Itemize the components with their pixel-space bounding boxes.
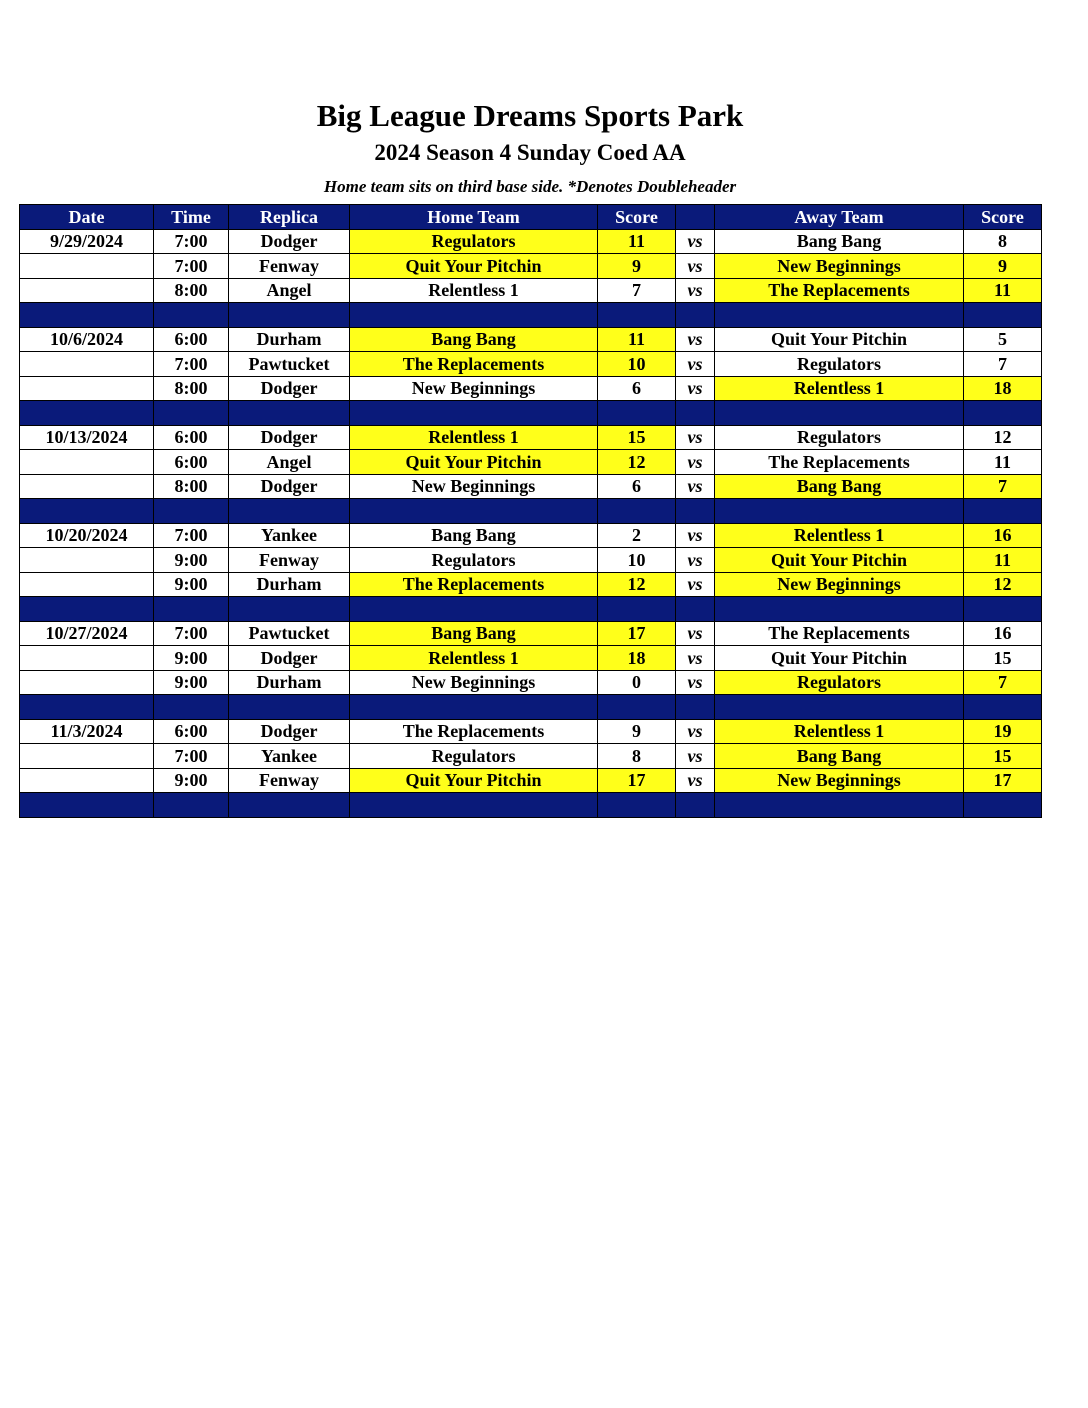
vs-label: vs (676, 352, 715, 377)
home-team: Bang Bang (350, 327, 598, 352)
away-score: 8 (964, 229, 1042, 254)
col-header-date: Date (20, 205, 154, 230)
away-score: 19 (964, 719, 1042, 744)
game-time: 6:00 (154, 450, 229, 475)
away-score: 15 (964, 744, 1042, 769)
col-header-replica: Replica (229, 205, 350, 230)
separator-cell (350, 695, 598, 720)
separator-cell (20, 401, 154, 426)
home-score: 10 (598, 352, 676, 377)
game-date (20, 646, 154, 671)
game-time: 9:00 (154, 572, 229, 597)
game-replica-field: Dodger (229, 376, 350, 401)
separator-cell (229, 303, 350, 328)
separator-cell (676, 597, 715, 622)
separator-cell (964, 303, 1042, 328)
game-date: 10/20/2024 (20, 523, 154, 548)
separator-cell (20, 695, 154, 720)
game-row (20, 548, 1042, 573)
away-team: Relentless 1 (715, 719, 964, 744)
away-team: The Replacements (715, 278, 964, 303)
game-time: 8:00 (154, 376, 229, 401)
home-team: The Replacements (350, 572, 598, 597)
game-row (20, 450, 1042, 475)
game-date: 9/29/2024 (20, 229, 154, 254)
game-time: 8:00 (154, 474, 229, 499)
separator-cell (154, 597, 229, 622)
separator-cell (350, 499, 598, 524)
game-replica-field: Durham (229, 327, 350, 352)
away-team: The Replacements (715, 621, 964, 646)
separator-cell (350, 793, 598, 818)
separator-cell (598, 597, 676, 622)
week-separator-row (20, 303, 1042, 328)
home-score: 18 (598, 646, 676, 671)
away-score: 17 (964, 768, 1042, 793)
home-team: Regulators (350, 744, 598, 769)
separator-cell (350, 401, 598, 426)
separator-cell (229, 597, 350, 622)
away-team: New Beginnings (715, 254, 964, 279)
game-row (20, 425, 1042, 450)
vs-label: vs (676, 744, 715, 769)
away-team: Quit Your Pitchin (715, 327, 964, 352)
week-separator-row (20, 597, 1042, 622)
separator-cell (964, 793, 1042, 818)
game-time: 9:00 (154, 548, 229, 573)
game-date: 11/3/2024 (20, 719, 154, 744)
home-score: 8 (598, 744, 676, 769)
game-row (20, 744, 1042, 769)
away-team: The Replacements (715, 450, 964, 475)
home-score: 17 (598, 621, 676, 646)
game-date (20, 352, 154, 377)
separator-cell (20, 303, 154, 328)
game-time: 9:00 (154, 670, 229, 695)
away-team: Regulators (715, 425, 964, 450)
away-team: Quit Your Pitchin (715, 646, 964, 671)
vs-label: vs (676, 425, 715, 450)
game-time: 7:00 (154, 744, 229, 769)
home-score: 11 (598, 327, 676, 352)
vs-label: vs (676, 254, 715, 279)
col-header-home-team: Home Team (350, 205, 598, 230)
home-team: Relentless 1 (350, 278, 598, 303)
game-replica-field: Yankee (229, 744, 350, 769)
vs-label: vs (676, 670, 715, 695)
away-score: 12 (964, 572, 1042, 597)
home-team: The Replacements (350, 352, 598, 377)
game-date (20, 450, 154, 475)
home-team: Quit Your Pitchin (350, 254, 598, 279)
game-row (20, 327, 1042, 352)
separator-cell (350, 303, 598, 328)
game-replica-field: Dodger (229, 474, 350, 499)
vs-label: vs (676, 450, 715, 475)
separator-cell (964, 597, 1042, 622)
home-score: 9 (598, 254, 676, 279)
game-replica-field: Fenway (229, 768, 350, 793)
separator-cell (715, 401, 964, 426)
game-date (20, 548, 154, 573)
away-team: Relentless 1 (715, 523, 964, 548)
separator-cell (598, 695, 676, 720)
game-row (20, 768, 1042, 793)
game-replica-field: Fenway (229, 254, 350, 279)
separator-cell (598, 499, 676, 524)
separator-cell (598, 401, 676, 426)
game-date: 10/6/2024 (20, 327, 154, 352)
schedule-table (19, 204, 1042, 818)
separator-cell (598, 793, 676, 818)
week-separator-row (20, 793, 1042, 818)
away-score: 9 (964, 254, 1042, 279)
away-team: Bang Bang (715, 474, 964, 499)
home-team: New Beginnings (350, 474, 598, 499)
game-time: 9:00 (154, 646, 229, 671)
separator-cell (964, 401, 1042, 426)
away-score: 18 (964, 376, 1042, 401)
separator-cell (676, 499, 715, 524)
vs-label: vs (676, 621, 715, 646)
home-score: 17 (598, 768, 676, 793)
away-score: 7 (964, 670, 1042, 695)
game-row (20, 278, 1042, 303)
game-date (20, 744, 154, 769)
separator-cell (154, 303, 229, 328)
separator-cell (715, 793, 964, 818)
separator-cell (676, 303, 715, 328)
vs-label: vs (676, 474, 715, 499)
separator-cell (154, 793, 229, 818)
away-team: Quit Your Pitchin (715, 548, 964, 573)
away-score: 7 (964, 352, 1042, 377)
away-team: Regulators (715, 670, 964, 695)
page-title: Big League Dreams Sports Park (316, 98, 744, 133)
home-team: Bang Bang (350, 523, 598, 548)
col-header-away-team: Away Team (715, 205, 964, 230)
separator-cell (715, 597, 964, 622)
away-team: New Beginnings (715, 768, 964, 793)
home-team: Quit Your Pitchin (350, 450, 598, 475)
away-team: Regulators (715, 352, 964, 377)
home-score: 11 (598, 229, 676, 254)
home-team: Regulators (350, 229, 598, 254)
away-team: Bang Bang (715, 744, 964, 769)
game-date: 10/27/2024 (20, 621, 154, 646)
home-score: 12 (598, 450, 676, 475)
game-replica-field: Pawtucket (229, 352, 350, 377)
game-time: 6:00 (154, 719, 229, 744)
game-time: 7:00 (154, 621, 229, 646)
game-replica-field: Dodger (229, 646, 350, 671)
separator-cell (676, 695, 715, 720)
game-time: 7:00 (154, 229, 229, 254)
home-score: 2 (598, 523, 676, 548)
game-replica-field: Fenway (229, 548, 350, 573)
separator-cell (598, 303, 676, 328)
separator-cell (154, 695, 229, 720)
away-team: New Beginnings (715, 572, 964, 597)
away-team: Relentless 1 (715, 376, 964, 401)
separator-cell (350, 597, 598, 622)
vs-label: vs (676, 768, 715, 793)
week-separator-row (20, 499, 1042, 524)
game-time: 7:00 (154, 523, 229, 548)
separator-cell (676, 793, 715, 818)
away-score: 16 (964, 523, 1042, 548)
away-score: 16 (964, 621, 1042, 646)
home-score: 6 (598, 474, 676, 499)
vs-label: vs (676, 572, 715, 597)
away-score: 5 (964, 327, 1042, 352)
home-score: 0 (598, 670, 676, 695)
vs-label: vs (676, 548, 715, 573)
away-score: 15 (964, 646, 1042, 671)
separator-cell (964, 695, 1042, 720)
separator-cell (229, 695, 350, 720)
away-score: 11 (964, 278, 1042, 303)
away-team: Bang Bang (715, 229, 964, 254)
home-team: Regulators (350, 548, 598, 573)
game-replica-field: Durham (229, 572, 350, 597)
game-replica-field: Angel (229, 278, 350, 303)
game-replica-field: Dodger (229, 719, 350, 744)
vs-label: vs (676, 523, 715, 548)
home-score: 15 (598, 425, 676, 450)
game-date (20, 278, 154, 303)
game-replica-field: Dodger (229, 229, 350, 254)
vs-label: vs (676, 278, 715, 303)
game-replica-field: Dodger (229, 425, 350, 450)
game-date: 10/13/2024 (20, 425, 154, 450)
home-score: 6 (598, 376, 676, 401)
vs-label: vs (676, 327, 715, 352)
home-team: Quit Your Pitchin (350, 768, 598, 793)
home-team: New Beginnings (350, 376, 598, 401)
separator-cell (154, 401, 229, 426)
separator-cell (676, 401, 715, 426)
separator-cell (715, 695, 964, 720)
separator-cell (154, 499, 229, 524)
game-time: 9:00 (154, 768, 229, 793)
game-row (20, 229, 1042, 254)
game-date (20, 670, 154, 695)
separator-cell (229, 499, 350, 524)
page-subtitle: 2024 Season 4 Sunday Coed AA (374, 140, 686, 165)
week-separator-row (20, 695, 1042, 720)
game-row (20, 572, 1042, 597)
game-date (20, 572, 154, 597)
col-header-home-score: Score (598, 205, 676, 230)
away-score: 12 (964, 425, 1042, 450)
game-date (20, 768, 154, 793)
schedule-body (20, 229, 1042, 817)
col-header-away-score: Score (964, 205, 1042, 230)
home-score: 10 (598, 548, 676, 573)
vs-label: vs (676, 646, 715, 671)
col-header-time: Time (154, 205, 229, 230)
separator-cell (229, 401, 350, 426)
game-row (20, 621, 1042, 646)
game-row (20, 254, 1042, 279)
game-row (20, 474, 1042, 499)
home-score: 12 (598, 572, 676, 597)
separator-cell (20, 597, 154, 622)
home-team: Bang Bang (350, 621, 598, 646)
game-replica-field: Durham (229, 670, 350, 695)
separator-cell (715, 303, 964, 328)
vs-label: vs (676, 229, 715, 254)
game-date (20, 474, 154, 499)
game-date (20, 254, 154, 279)
away-score: 11 (964, 548, 1042, 573)
game-time: 7:00 (154, 254, 229, 279)
away-score: 7 (964, 474, 1042, 499)
home-score: 7 (598, 278, 676, 303)
separator-cell (20, 499, 154, 524)
game-date (20, 376, 154, 401)
home-score: 9 (598, 719, 676, 744)
game-replica-field: Yankee (229, 523, 350, 548)
game-replica-field: Angel (229, 450, 350, 475)
game-row (20, 376, 1042, 401)
home-team: Relentless 1 (350, 425, 598, 450)
game-row (20, 719, 1042, 744)
game-row (20, 670, 1042, 695)
separator-cell (20, 793, 154, 818)
separator-cell (715, 499, 964, 524)
separator-cell (964, 499, 1042, 524)
home-team: The Replacements (350, 719, 598, 744)
header-row (20, 205, 1042, 230)
game-row (20, 523, 1042, 548)
col-header-vs (676, 205, 715, 230)
game-row (20, 352, 1042, 377)
game-time: 7:00 (154, 352, 229, 377)
game-replica-field: Pawtucket (229, 621, 350, 646)
vs-label: vs (676, 376, 715, 401)
game-row (20, 646, 1042, 671)
separator-cell (229, 793, 350, 818)
schedule-note: Home team sits on third base side. *Denotes Doubleheader (323, 177, 737, 196)
away-score: 11 (964, 450, 1042, 475)
game-time: 6:00 (154, 327, 229, 352)
vs-label: vs (676, 719, 715, 744)
game-time: 8:00 (154, 278, 229, 303)
game-time: 6:00 (154, 425, 229, 450)
home-team: New Beginnings (350, 670, 598, 695)
week-separator-row (20, 401, 1042, 426)
home-team: Relentless 1 (350, 646, 598, 671)
